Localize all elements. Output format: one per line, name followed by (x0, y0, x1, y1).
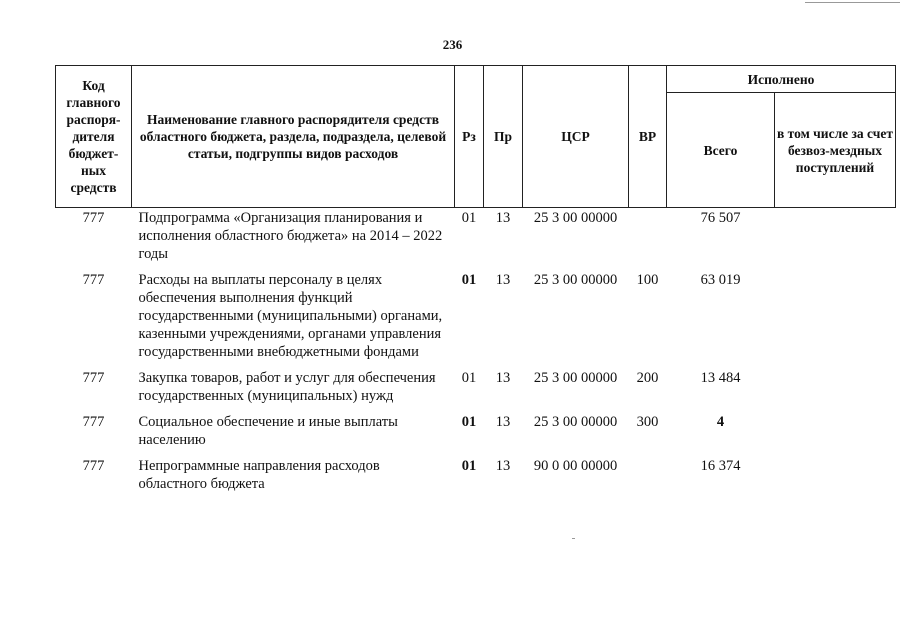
cell-free (775, 457, 896, 501)
scan-artifact (805, 2, 900, 3)
cell-csr: 25 3 00 00000 (533, 272, 618, 288)
header-code: Код главного распоря-дителя бюджет-ных средств (56, 66, 132, 208)
cell-free (775, 271, 896, 369)
cell-rz: 01 (461, 272, 477, 288)
cell-rz: 01 (461, 370, 477, 386)
cell-total: 4 (716, 414, 725, 430)
cell-free (775, 208, 896, 272)
cell-csr: 25 3 00 00000 (533, 370, 618, 386)
cell-pr: 13 (495, 414, 511, 430)
cell-free (775, 413, 896, 457)
budget-table (55, 65, 896, 501)
cell-vr (629, 208, 667, 272)
scan-artifact (572, 538, 575, 539)
header-executed: Исполнено (667, 66, 896, 93)
cell-pr: 13 (495, 370, 511, 386)
cell-pr: 13 (495, 210, 511, 226)
table-row (56, 208, 896, 272)
cell-code: 777 (82, 210, 105, 226)
cell-csr: 25 3 00 00000 (533, 414, 618, 430)
cell-name: Закупка товаров, работ и услуг для обеспечения государственных (муниципальных) нужд (138, 370, 436, 404)
cell-vr: 200 (636, 370, 659, 386)
header-vr: ВР (629, 66, 667, 208)
page-number: 236 (442, 37, 463, 52)
cell-code: 777 (82, 458, 105, 474)
cell-total: 63 019 (700, 272, 741, 288)
cell-pr: 13 (495, 272, 511, 288)
cell-free (775, 369, 896, 413)
cell-total: 13 484 (700, 370, 741, 386)
cell-rz: 01 (461, 458, 477, 474)
cell-code: 777 (82, 272, 105, 288)
cell-code: 777 (82, 370, 105, 386)
cell-rz: 01 (461, 414, 477, 430)
cell-name: Непрограммные направления расходов областного бюджета (138, 458, 380, 492)
cell-csr: 90 0 00 00000 (533, 458, 618, 474)
cell-name: Расходы на выплаты персоналу в целях обеспечения выполнения функций государственными (муниципальными) органами, казенными учреждениями, органами управления государственными внебюджетными фондами (138, 272, 443, 360)
header-pr: Пр (484, 66, 523, 208)
cell-csr: 25 3 00 00000 (533, 210, 618, 226)
table-row (56, 457, 896, 501)
header-total: Всего (667, 93, 775, 208)
cell-vr: 100 (636, 272, 659, 288)
cell-code: 777 (82, 414, 105, 430)
cell-vr: 300 (636, 414, 659, 430)
cell-pr: 13 (495, 458, 511, 474)
cell-vr (629, 457, 667, 501)
cell-name: Подпрограмма «Организация планирования и исполнения областного бюджета» на 2014 – 2022 годы (138, 210, 443, 262)
header-incl-free: в том числе за счет безвоз-мездных поступлений (775, 93, 896, 208)
table-row (56, 271, 896, 369)
table-row (56, 413, 896, 457)
cell-total: 76 507 (700, 210, 741, 226)
cell-name: Социальное обеспечение и иные выплаты населению (138, 414, 398, 448)
header-name: Наименование главного распорядителя средств областного бюджета, раздела, подраздела, целевой статьи, подгруппы видов расходов (132, 66, 455, 208)
cell-total: 16 374 (700, 458, 741, 474)
cell-rz: 01 (461, 210, 477, 226)
header-csr: ЦСР (523, 66, 629, 208)
header-rz: Рз (455, 66, 484, 208)
table-header (56, 66, 896, 208)
table-row (56, 369, 896, 413)
